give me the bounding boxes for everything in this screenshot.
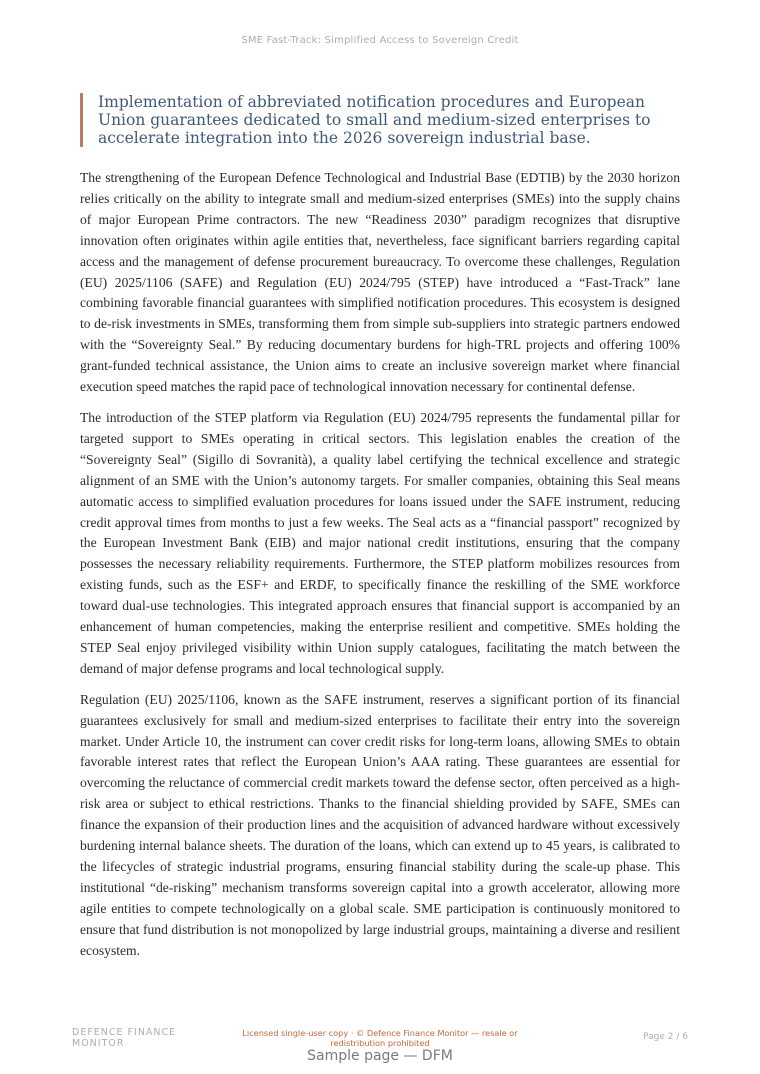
callout-text: Implementation of abbreviated notification procedures and European Union guarantees dedicated to small and medium-sized enterprises to accelerate integration into the 2026 sovereign industrial base. (98, 93, 651, 147)
summary-callout (80, 93, 658, 147)
footer-brand-line1: DEFENCE FINANCE (72, 1027, 177, 1038)
paragraph: The strengthening of the European Defence Technological and Industrial Base (EDTIB) by the 2030 horizon relies critically on the ability to integrate small and medium-sized enterprises (SMEs) into the supply chains of major European Prime contractors. The new “Readiness 2030” paradigm recognizes that disruptive innovation often originates within agile entities that, nevertheless, face significant barriers regarding capital access and the management of defense procurement bureaucracy. To overcome these challenges, Regulation (EU) 2025/1106 (SAFE) and Regulation (EU) 2024/795 (STEP) have introduced a “Fast-Track” lane combining favorable financial guarantees with simplified notification procedures. This ecosystem is designed to de-risk investments in SMEs, transforming them from simple sub-suppliers into strategic partners endowed with the “Sovereignty Seal.” By reducing documentary burdens for high-TRL projects and offering 100% grant-funded technical assistance, the Union aims to create an inclusive sovereign market where financial execution speed matches the rapid pace of technological innovation necessary for continental defense. (80, 170, 680, 395)
running-header: SME Fast-Track: Simplified Access to Sovereign Credit (241, 35, 519, 46)
body-text (80, 168, 680, 972)
footer-brand (72, 1027, 212, 1049)
license-notice: Licensed single-user copy · © Defence Finance Monitor — resale or redistribution prohibited (242, 1028, 518, 1048)
footer-brand-line2: MONITOR (72, 1038, 125, 1049)
paragraph: The introduction of the STEP platform via Regulation (EU) 2024/795 represents the fundamental pillar for targeted support to SMEs operating in critical sectors. This legislation enables the creation of the “Sovereignty Seal” (Sigillo di Sovranità), a quality label certifying the technical excellence and strategic alignment of an SME with the Union’s autonomy targets. For smaller companies, obtaining this Seal means automatic access to simplified evaluation procedures for loans issued under the SAFE instrument, reducing credit approval times from months to just a few weeks. The Seal acts as a “financial passport” recognized by the European Investment Bank (EIB) and major national credit institutions, ensuring that the company possesses the necessary reliability requirements. Furthermore, the STEP platform mobilizes resources from existing funds, such as the ESF+ and ERDF, to specifically finance the reskilling of the SME workforce toward dual-use technologies. This integrated approach ensures that financial support is accompanied by an enhancement of human competencies, making the enterprise resilient and competitive. SMEs holding the STEP Seal enjoy privileged visibility within Union supply catalogues, facilitating the match between the demand of major defense programs and local technological supply. (80, 409, 680, 676)
sample-page-label: Sample page — DFM (307, 1048, 453, 1064)
paragraph: Regulation (EU) 2025/1106, known as the SAFE instrument, reserves a significant portion of its financial guarantees exclusively for small and medium-sized enterprises to facilitate their entry into the sovereign market. Under Article 10, the instrument can cover credit risks for long-term loans, allowing SMEs to obtain favorable interest rates that reflect the European Union’s AAA rating. These guarantees are essential for overcoming the reluctance of commercial credit markets toward the defense sector, often perceived as a high-risk area or subject to ethical restrictions. Thanks to the financial shielding provided by SAFE, SMEs can finance the expansion of their production lines and the acquisition of advanced hardware without excessively burdening internal balance sheets. The duration of the loans, which can extend up to 45 years, is calibrated to the lifecycles of strategic industrial programs, ensuring financial stability during the scale-up phase. This institutional “de-risking” mechanism transforms sovereign capital into a growth accelerator, allowing more agile entities to compete technologically on a global scale. SME participation is continuously monitored to ensure that fund distribution is not monopolized by large industrial groups, maintaining a diverse and resilient ecosystem. (80, 691, 680, 958)
page-number: Page 2 / 6 (643, 1032, 688, 1042)
